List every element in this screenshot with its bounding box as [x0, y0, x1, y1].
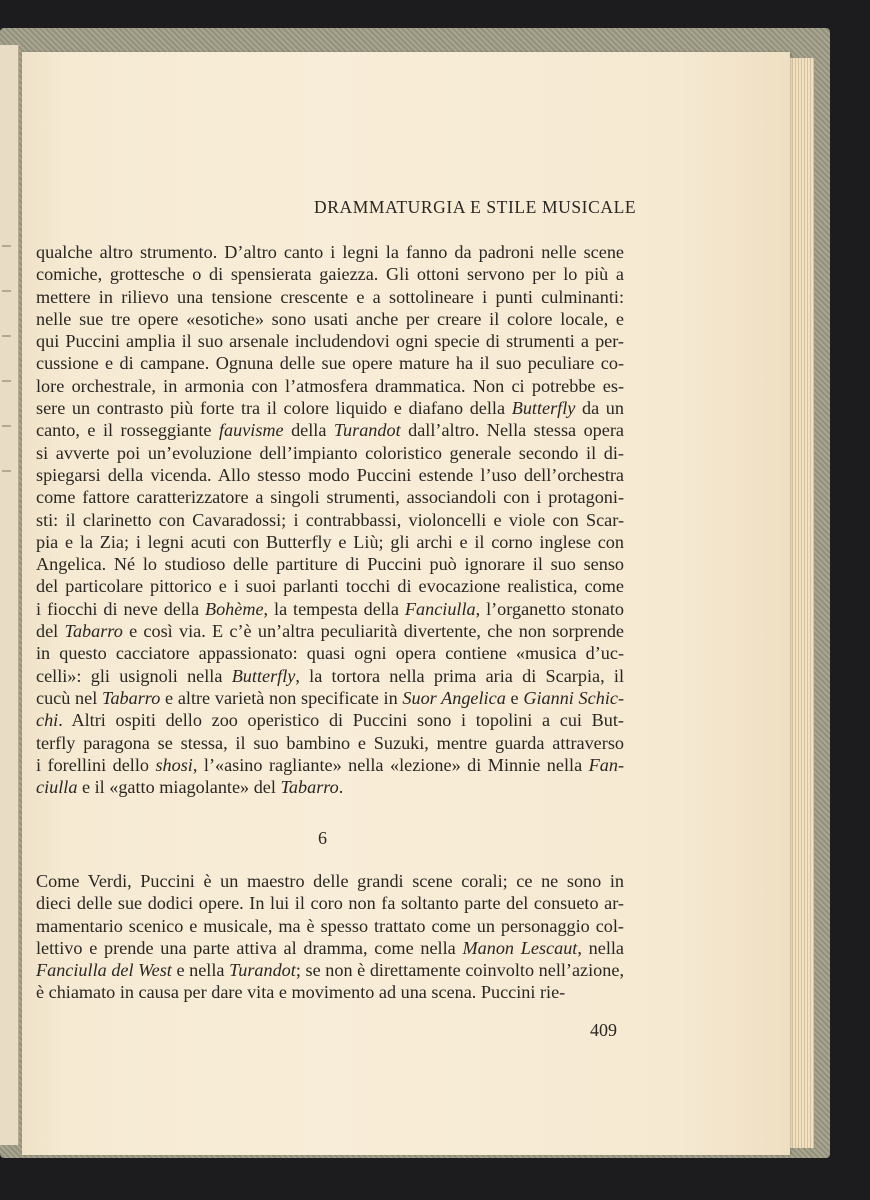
text-line: qui Puccini amplia il suo arsenale includendovi ogni specie di strumenti a per-	[36, 331, 624, 352]
text-line: Fanciulla del West e nella Turandot; se non è direttamente coinvolto nell’azione,	[36, 960, 624, 981]
text-line: dieci delle sue dodici opere. In lui il coro non fa soltanto parte del consueto ar-	[36, 893, 624, 914]
text-line: mamentario scenico e musicale, ma è spesso trattato come un personaggio col-	[36, 915, 624, 936]
text-line: Angelica. Né lo studioso delle partiture di Puccini può ignorare il suo senso	[36, 554, 624, 575]
text-line: è chiamato in causa per dare vita e movimento ad una scena. Puccini rie-	[36, 982, 566, 1003]
text-line: lettivo e prende una parte attiva al dramma, come nella Manon Lescaut, nella	[36, 937, 624, 958]
text-line: Come Verdi, Puccini è un maestro delle grandi scene corali; ce ne sono in	[36, 871, 624, 891]
text-line: come fattore caratterizzatore a singoli strumenti, associandoli con i protagoni-	[36, 487, 624, 508]
text-line: in questo cacciatore appassionato: quasi ogni opera contiene «musica d’uc-	[36, 643, 624, 664]
text-line: cucù nel Tabarro e altre varietà non specificate in Suor Angelica e Gianni Schic-	[36, 687, 624, 708]
text-line: chi. Altri ospiti dello zoo operistico di Puccini sono i topolini a cui But-	[36, 710, 624, 731]
text-line: canto, e il rosseggiante fauvisme della Turandot dall’altro. Nella stessa opera	[36, 420, 624, 441]
text-line: del particolare pittorico e i suoi parlanti tocchi di evocazione realistica, come	[36, 576, 624, 597]
text-line: sere un contrasto più forte tra il colore liquido e diafano della Butterfly da un	[36, 398, 624, 419]
text-line: pia e la Zia; i legni acuti con Butterfly e Liù; gli archi e il corno inglese con	[36, 531, 624, 552]
text-line: spiegarsi della vicenda. Allo stesso modo Puccini estende l’uso dell’orchestra	[36, 464, 624, 485]
page-number: 409	[590, 1020, 617, 1040]
text-line: i fiocchi di neve della Bohème, la tempesta della Fanciulla, l’organetto stonato	[36, 598, 624, 619]
text-line: cussione e di campane. Ognuna delle sue opere mature ha il suo peculiare co-	[36, 353, 624, 374]
text-line: nelle sue tre opere «esotiche» sono usati anche per creare il colore locale, e	[36, 308, 624, 329]
text-line: ciulla e il «gatto miagolante» del Tabarro.	[36, 777, 344, 798]
text-line: lore orchestrale, in armonia con l’atmosfera drammatica. Non ci potrebbe es-	[36, 375, 624, 396]
section-number: 6	[318, 828, 327, 848]
left-page-edge	[0, 45, 19, 1145]
text-line: celli»: gli usignoli nella Butterfly, la tortora nella prima aria di Scarpia, il	[36, 665, 624, 686]
text-line: del Tabarro e così via. E c’è un’altra peculiarità divertente, che non sorprende	[36, 621, 624, 642]
paragraph-1	[36, 241, 624, 798]
text-line: qualche altro strumento. D’altro canto i legni la fanno da padroni nelle scene	[36, 242, 624, 262]
paragraph-2	[36, 870, 624, 1004]
text-line: mettere in rilievo una tensione crescente e a sottolineare i punti culminanti:	[36, 286, 624, 307]
text-line: comiche, grottesche o di spensierata gaiezza. Gli ottoni servono per lo più a	[36, 264, 624, 285]
text-line: terfly paragona se stessa, il suo bambino e Suzuki, mentre guarda attraverso	[36, 732, 624, 753]
running-head: DRAMMATURGIA E STILE MUSICALE	[314, 197, 637, 217]
text-line: si avverte poi un’evoluzione dell’impianto coloristico generale secondo il di-	[36, 442, 624, 463]
text-line: i forellini dello shosi, l’«asino ragliante» nella «lezione» di Minnie nella Fan-	[36, 754, 624, 775]
text-line: sti: il clarinetto con Cavaradossi; i contrabbassi, violoncelli e viole con Scar-	[36, 509, 624, 530]
